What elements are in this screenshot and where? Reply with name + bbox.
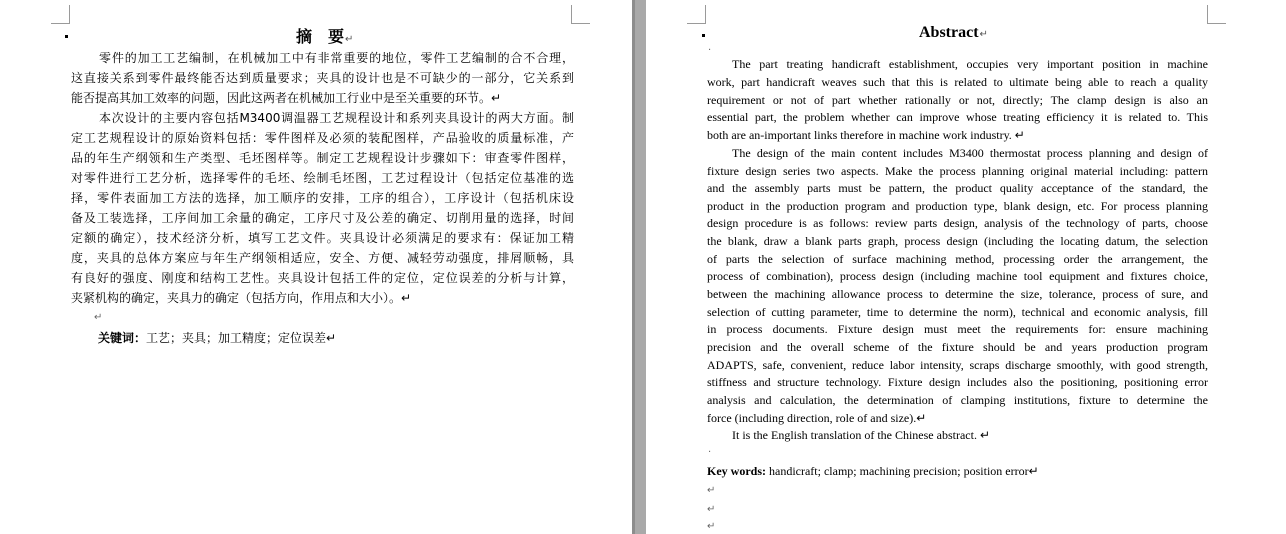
zh-p1-line: 能否提高其加工效率的问题，因此这两者在机械加工行业中是至关重要的环节。↵ <box>71 91 502 105</box>
keywords-text: handicraft; clamp; machining precision; position error↵ <box>766 464 1039 478</box>
crop-mark-top-right <box>571 5 590 24</box>
zh-p2-line: 夹紧机构的确定，夹具力的确定（包括方向，作用点和大小）。↵ <box>71 291 412 305</box>
keywords-label: 关键词： <box>98 331 147 345</box>
empty-paragraph-mark: ↵ <box>707 521 716 532</box>
en-p2-line: stiffness and structure technology. Fixture design includes also the positioning, positioning error <box>707 375 1208 389</box>
zh-p2-line: 备及工装选择，工序间加工余量的确定，工序尺寸及公差的确定、切削用量的选择，时间 <box>71 211 574 225</box>
keywords-label: Key words: <box>707 464 766 478</box>
chinese-abstract-title <box>296 24 353 47</box>
page-gutter <box>632 0 646 534</box>
en-p1-line: both are an-important links therefore in machine work industry. ↵ <box>707 128 1025 142</box>
zh-p2-line: 定工艺规程设计的原始资料包括：零件图样及必须的装配图样，产品验收的质量标准，产 <box>71 131 574 145</box>
zh-p2-line: 品的年生产纲领和生产类型、毛坯图样等。制定工艺规程设计步骤如下：审查零件图样， <box>71 151 574 165</box>
crop-mark-top-left <box>687 5 706 24</box>
zh-p1-line: 零件的加工工艺编制，在机械加工中有非常重要的地位，零件工艺编制的合不合理， <box>99 51 574 65</box>
empty-paragraph-mark: ↵ <box>94 312 103 323</box>
en-p2-line: between the machining allowance process to determine the size, tolerance, process of sure, and <box>707 287 1208 301</box>
zh-p2-line: 度，夹具的总体方案应与年生产纲领相适应，安全、方便、减轻劳动强度，排屑顺畅，具 <box>71 251 574 265</box>
en-p1-line: essential part, the problem whether can improve whose treating efficiency it is related to. This <box>707 110 1208 124</box>
chinese-title-text: 摘 要 <box>296 27 345 46</box>
en-p1-line: The part treating handicraft establishment, occupies very important position in machine <box>732 57 1208 71</box>
en-p2-line: process of combination), process design (including machine tool equipment and fixtures choice, <box>707 269 1208 283</box>
en-p2-line: in process documents. Fixture design must meet the requirements for: ensure machining <box>707 322 1208 336</box>
english-title-text: Abstract <box>919 24 979 41</box>
en-p2-line: precision and the overall scheme of the fixture should be and years production program <box>707 340 1208 354</box>
zh-p1-line: 这直接关系到零件最终能否达到质量要求；夹具的设计也是不可缺少的一部分，它关系到 <box>71 71 574 85</box>
zh-p2-line: 对零件进行工艺分析，选择零件的毛坯、绘制毛坯图，工艺过程设计（包括定位基准的选 <box>71 171 574 185</box>
empty-paragraph-mark: ↵ <box>707 485 716 496</box>
en-p2-line: and the assembly parts must be pattern, the product quality acceptance of the standard, the <box>707 181 1208 195</box>
keywords-text: 工艺；夹具；加工精度；定位误差↵ <box>146 331 337 345</box>
en-p2-line: analysis and calculation, the determination of clamping institutions, fixture to determine the <box>707 393 1208 407</box>
en-p2-line: The design of the main content includes M3400 thermostat process planning and design of <box>732 146 1208 160</box>
return-mark: ↵ <box>979 29 988 40</box>
crop-mark-top-right <box>1207 5 1226 24</box>
zh-p2-line: 定额的确定），技术经济分析，填写工艺文件。夹具设计必须满足的要求有：保证加工精 <box>71 231 574 245</box>
paragraph-bullet <box>702 34 705 37</box>
crop-mark-top-left <box>51 5 70 24</box>
zh-p2-line: 有良好的强度、刚度和结构工艺性。夹具设计包括工件的定位，定位误差的分析与计算， <box>71 271 574 285</box>
en-p1-line: requirement or not of part whether rationally or not, directly; The clamp design is also an <box>707 93 1208 107</box>
en-p2-line: of parts the selection of surface machining method, processing order the arrangement, the <box>707 252 1208 266</box>
en-p3-line: It is the English translation of the Chinese abstract. ↵ <box>732 428 990 442</box>
small-paragraph-mark: . <box>708 444 712 455</box>
empty-paragraph-mark: ↵ <box>707 504 716 515</box>
en-p2-line: fixture design series two aspects. Make the process planning original material including: pattern <box>707 164 1208 178</box>
chinese-keywords <box>98 329 498 347</box>
return-mark: ↵ <box>345 34 354 45</box>
en-p2-line: product in the production program and production type, blank design, etc. For process planning <box>707 199 1208 213</box>
en-p2-line: the blank, draw a blank parts graph, process design (including the locating datum, the selection <box>707 234 1208 248</box>
english-abstract-title <box>919 24 988 42</box>
en-p2-line: selection of cutting parameter, time to determine the norm), technical and economic analysis, fill <box>707 305 1208 319</box>
zh-p2-line: 本次设计的主要内容包括M3400调温器工艺规程设计和系列夹具设计的两大方面。制 <box>99 111 574 125</box>
small-paragraph-mark: . <box>708 42 712 53</box>
english-keywords <box>707 463 1208 480</box>
en-p2-line: ADAPTS, safe, convenient, reduce labor intensity, scraps discharge smoothly, with good strength, <box>707 358 1208 372</box>
en-p1-line: work, part handicraft weaves such that this is related to ultimate being able to reach a quality <box>707 75 1208 89</box>
en-p2-line: force (including direction, role of and size).↵ <box>707 411 927 425</box>
paragraph-bullet <box>65 35 68 38</box>
zh-p2-line: 择，零件表面加工方法的选择，加工顺序的安排，工序的组合），工序设计（包括机床设 <box>71 191 574 205</box>
en-p2-line: design procedure is as follows: review parts design, analysis of the technology of parts, choose <box>707 216 1208 230</box>
